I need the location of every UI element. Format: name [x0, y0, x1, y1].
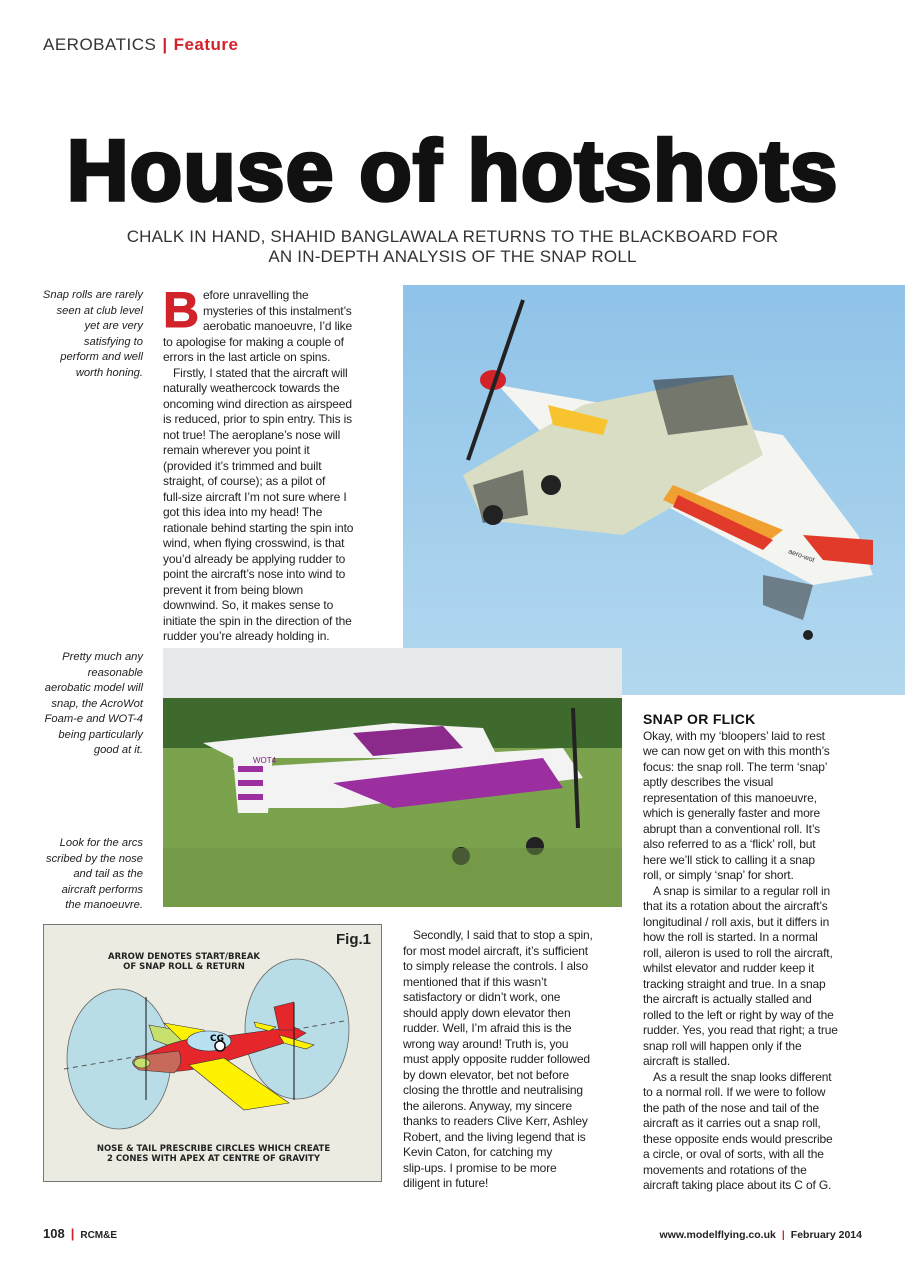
text-line: diligent in future!	[403, 1176, 489, 1190]
text-line: Secondly, I said that to stop a spin,	[413, 928, 593, 942]
text-line: roll, or simply ‘snap’ for short.	[643, 868, 794, 882]
text-line: wrong way around! Truth is, you	[403, 1036, 569, 1051]
text-line: (provided it’s trimmed and built	[163, 458, 322, 473]
text-line: Okay, with my ‘bloopers’ laid to rest	[643, 728, 825, 743]
paragraph	[403, 928, 623, 1192]
text-line: downwind. So, it makes sense to	[163, 598, 334, 612]
text-line: the aircraft is actually stalled and	[643, 992, 812, 1006]
text-line: not true! The aeroplane’s nose will	[163, 427, 341, 442]
footer-right	[660, 1229, 862, 1241]
text-line: Pretty much any	[62, 651, 143, 663]
text-line: these opposite ends would prescribe	[643, 1131, 833, 1146]
text-line: that its a rotation about the aircraft’s	[643, 899, 828, 913]
text-line: representation of this manoeuvre,	[643, 790, 817, 805]
text-line: wind, when flying crosswind, is that	[163, 536, 345, 550]
caption-3	[35, 836, 143, 914]
text-line: must apply opposite rudder followed	[403, 1052, 590, 1066]
text-line: snap roll will happen only if the	[643, 1038, 802, 1053]
text-line: Firstly, I stated that the aircraft will	[173, 365, 348, 380]
text-line: aircraft as it carries out a snap roll,	[643, 1116, 821, 1130]
text-line: got this idea into my head! The	[163, 505, 323, 519]
bottom-note	[64, 1144, 363, 1164]
text-line: As a result the snap looks different	[653, 1069, 832, 1084]
note-line: ARROW DENOTES START/BREAK	[107, 952, 261, 962]
text-line: slip-ups. I promise to be more	[403, 1160, 557, 1175]
paragraph	[643, 884, 868, 1070]
text-line: rudder. Well, I’m afraid this is the	[403, 1021, 572, 1035]
figure-1-diagram	[43, 924, 382, 1182]
website-link[interactable]: www.modelflying.co.uk	[659, 1229, 776, 1241]
text-line: we can now get on with this month’s	[643, 744, 830, 758]
text-line: remain wherever you point it	[163, 443, 310, 457]
subtitle-line: AN IN-DEPTH ANALYSIS OF THE SNAP ROLL	[268, 247, 637, 266]
section-label: AEROBATICS	[43, 35, 157, 54]
drop-cap: B	[163, 282, 199, 338]
text-line: to simply release the controls. I also	[403, 959, 589, 973]
text-line: how the roll is started. In a normal	[643, 930, 818, 944]
text-line: also referred to as a ‘flick’ roll, but	[643, 837, 816, 851]
separator: |	[70, 1226, 75, 1241]
text-line: Look for the arcs	[59, 837, 143, 849]
column-1	[163, 282, 383, 645]
text-line: here we’ll stick to calling it a snap	[643, 852, 815, 867]
text-line: which is generally faster and more	[643, 806, 820, 820]
text-line: good at it.	[93, 744, 143, 756]
text-line: to apologise for making a couple of	[163, 334, 344, 349]
separator: |	[781, 1229, 785, 1241]
text-line: for most model aircraft, it’s sufficient	[403, 943, 588, 958]
footer-left	[43, 1226, 117, 1241]
feature-label: Feature	[173, 35, 239, 54]
text-line: Robert, and the living legend that is	[403, 1129, 586, 1144]
section-heading: SNAP OR FLICK	[643, 711, 756, 727]
text-line: initiate the spin in the direction of the	[163, 613, 352, 628]
article-title: House of hotshots	[66, 123, 839, 219]
note-line: 2 CONES WITH APEX AT CENTRE OF GRAVITY	[106, 1154, 321, 1164]
section-header	[43, 35, 239, 55]
caption-1	[35, 288, 143, 381]
issue-date: February 2014	[790, 1229, 862, 1241]
text-line: and tail as the	[73, 868, 143, 880]
page-number: 108	[43, 1226, 65, 1241]
cg-label: CG	[210, 1034, 224, 1044]
photo-aircraft-in-flight	[403, 285, 905, 695]
text-line: being particularly	[58, 728, 143, 741]
text-line: thanks to readers Clive Kerr, Ashley	[403, 1114, 588, 1128]
text-line: efore unravelling the	[202, 288, 309, 302]
text-line: whilst elevator and rudder keep it	[643, 961, 814, 975]
text-line: worth honing.	[75, 366, 143, 379]
text-line: focus: the snap roll. The term ‘snap’	[643, 759, 828, 774]
text-line: perform and well	[60, 351, 143, 363]
text-line: point the aircraft’s nose into wind to	[163, 567, 346, 581]
text-line: abrupt than a conventional roll. It’s	[643, 821, 821, 836]
text-line: is reduced, prior to spin entry. This is	[163, 412, 352, 426]
text-line: the path of the nose and tail of the	[643, 1100, 820, 1115]
aircraft-logo: WOT4	[253, 756, 277, 765]
magazine-name: RCM&E	[80, 1230, 118, 1241]
aircraft-flying-image	[403, 285, 905, 695]
text-line: the ailerons. Anyway, my sincere	[403, 1098, 573, 1113]
text-line: Foam-e and WOT-4	[44, 713, 143, 725]
text-line: satisfactory or didn’t work, one	[403, 990, 561, 1004]
text-line: closing the throttle and neutralising	[403, 1083, 583, 1097]
text-line: aircraft taking place about its C of G.	[643, 1178, 832, 1192]
text-line: scribed by the nose	[45, 852, 143, 865]
text-line: the manoeuvre.	[65, 899, 143, 911]
text-line: oncoming wind direction as airspeed	[163, 396, 352, 411]
aircraft-ground-image	[163, 648, 622, 907]
text-line: seen at club level	[56, 304, 143, 317]
note-line: NOSE & TAIL PRESCRIBE CIRCLES WHICH CREATE	[96, 1144, 331, 1154]
text-line: to a normal roll. If we were to follow	[643, 1085, 826, 1099]
text-line: longitudinal / roll axis, but it differs in	[643, 914, 830, 929]
text-line: should apply down elevator then	[403, 1005, 571, 1020]
text-line: movements and rotations of the	[643, 1162, 807, 1177]
text-line: errors in the last article on spins.	[163, 350, 331, 364]
text-line: prevent it from being blown	[163, 582, 304, 597]
text-line: mentioned that if this wasn’t	[403, 974, 547, 989]
text-line: Kevin Caton, for catching my	[403, 1145, 553, 1159]
text-line: aircraft is stalled.	[643, 1054, 731, 1068]
column-3	[643, 712, 868, 1194]
text-line: snap, the AcroWot	[51, 697, 143, 710]
text-line: naturally weathercock towards the	[163, 381, 340, 395]
paragraph	[163, 366, 383, 645]
photo-aircraft-on-grass	[163, 648, 622, 907]
text-line: satisfying to	[83, 335, 143, 348]
text-line: rationale behind starting the spin into	[163, 520, 354, 535]
text-line: rudder you’re already holding in.	[163, 629, 330, 643]
text-line: A snap is similar to a regular roll in	[653, 883, 831, 898]
text-line: by down elevator, bet not before	[403, 1067, 569, 1082]
article-subtitle	[0, 227, 905, 267]
text-line: you’d already be applying rudder to	[163, 551, 346, 566]
text-line: yet are very	[84, 320, 143, 332]
column-2	[403, 928, 623, 1192]
figure-label: Fig.1	[335, 931, 371, 948]
text-line: aircraft performs	[61, 883, 143, 896]
text-line: a circle, or oval of sorts, with all the	[643, 1147, 824, 1161]
text-line: tracking straight and true. In a snap	[643, 976, 826, 991]
text-line: aptly describes the visual	[643, 775, 774, 789]
text-line: rudder. Yes, you read that right; a true	[643, 1023, 838, 1037]
text-line: roll, aileron is used to roll the aircraft,	[643, 945, 833, 960]
text-line: straight, of course); as a pilot of	[163, 474, 326, 488]
caption-2	[35, 650, 143, 759]
text-line: Snap rolls are rarely	[42, 289, 143, 301]
text-line: full-size aircraft I’m not sure where I	[163, 489, 347, 504]
paragraph	[643, 1070, 868, 1194]
text-line: reasonable	[87, 666, 143, 679]
note-line: OF SNAP ROLL & RETURN	[123, 962, 245, 972]
subtitle-line: CHALK IN HAND, SHAHID BANGLAWALA RETURNS TO THE BLACKBOARD FOR	[126, 227, 779, 246]
text-line: rolled to the left or right by way of the	[643, 1007, 834, 1022]
text-line: mysteries of this instalment’s	[202, 303, 352, 318]
paragraph	[643, 729, 868, 884]
separator: |	[162, 35, 168, 54]
aircraft-logo: aero-wot	[787, 548, 816, 565]
paragraph	[163, 335, 383, 366]
text-line: aerobatic manoeuvre, I’d like	[202, 319, 353, 333]
text-line: aerobatic model will	[44, 682, 143, 694]
